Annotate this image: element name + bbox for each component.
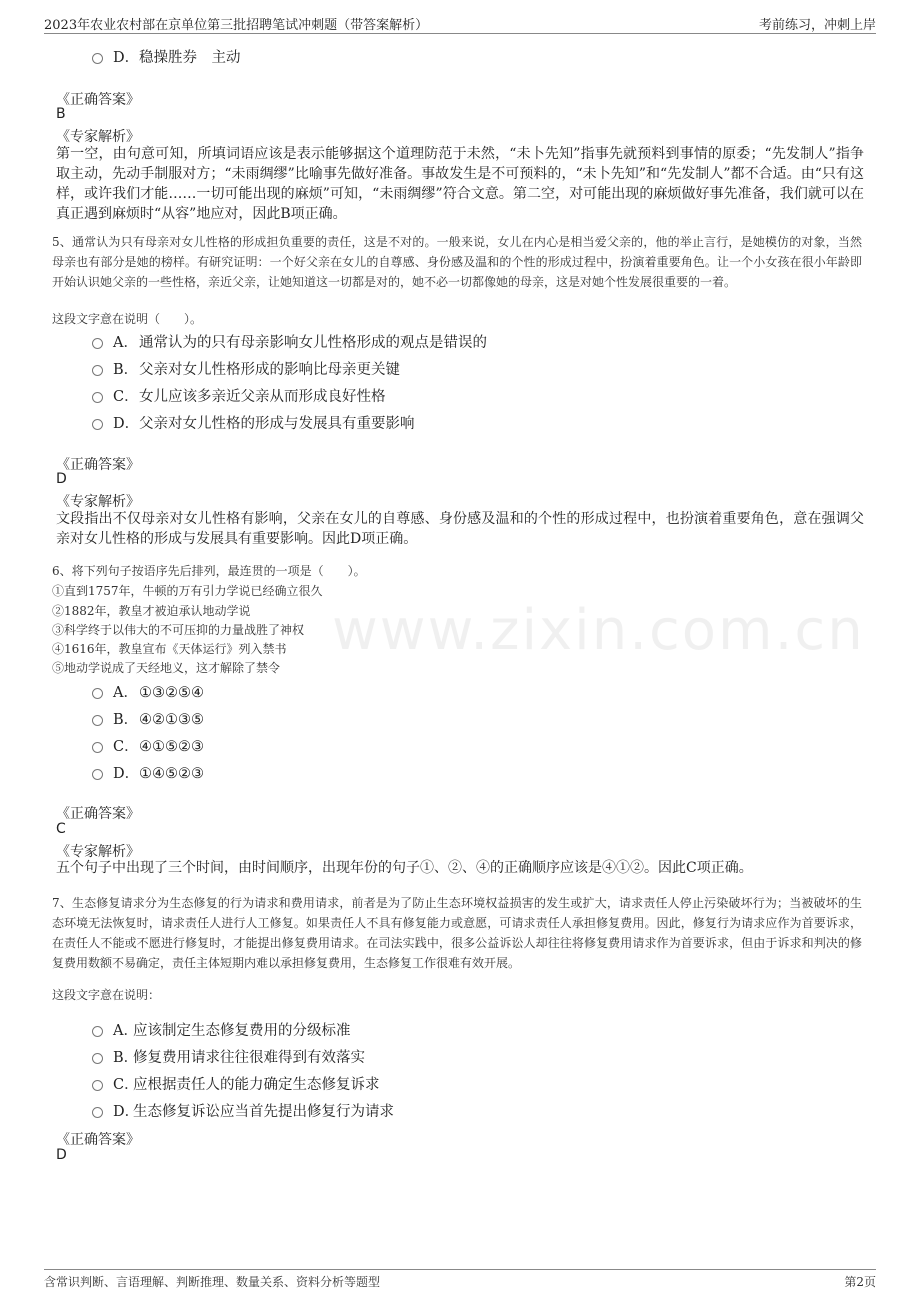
q6-option-c[interactable] xyxy=(92,735,204,756)
option-letter: A． xyxy=(113,335,138,351)
q4-answer-label: 《正确答案》 xyxy=(56,92,140,108)
q7-answer-value: D xyxy=(56,1147,67,1163)
q5-stem: 5、通常认为只有母亲对女儿性格的形成担负重要的责任，这是不对的。一般来说，女儿在内心是相当爱父亲的，他的举止言行，是她模仿的对象，当然母亲也有部分是她的榜样。有研究证明：一个好父亲在女儿的自尊感、身份感及温和的个性的形成过程中，扮演着重要角色。让一个小女孩在很小年龄即开始认识她父亲的一些性格，亲近父亲，让她知道这一切都是对的，她不必一切都像她的母亲，这是对她个性发展很重要的一着。 xyxy=(52,235,862,289)
q7-option-a[interactable] xyxy=(92,1019,351,1040)
option-text: ①③②⑤④ xyxy=(139,685,204,701)
option-letter: A． xyxy=(113,685,138,701)
option-letter: D． xyxy=(113,416,140,432)
q5-option-c[interactable] xyxy=(92,385,386,406)
option-letter: B． xyxy=(113,712,139,728)
option-text: ④①⑤②③ xyxy=(139,739,204,755)
page-footer xyxy=(0,1262,920,1302)
option-letter: A． xyxy=(113,1023,138,1039)
q7-option-c[interactable] xyxy=(92,1073,380,1094)
option-letter: D． xyxy=(113,766,140,782)
q5-question: 这段文字意在说明（ ）。 xyxy=(52,312,203,326)
page-header xyxy=(0,0,920,34)
q4-option-d[interactable] xyxy=(92,46,241,67)
watermark: www.zixin.com.cn xyxy=(332,598,865,663)
header-divider xyxy=(44,33,876,34)
option-text: 修复费用请求往往很难得到有效落实 xyxy=(133,1050,365,1066)
q5-analysis-label: 《专家解析》 xyxy=(56,494,140,510)
option-letter: D． xyxy=(113,1104,140,1120)
q4-analysis-label: 《专家解析》 xyxy=(56,129,140,145)
header-slogan: 考前练习，冲刺上岸 xyxy=(758,18,876,33)
q6-item: ③科学终于以伟大的不可压抑的力量战胜了神权 xyxy=(52,623,305,637)
radio-icon[interactable] xyxy=(92,53,103,64)
q6-item: ②1882年，教皇才被迫承认地动学说 xyxy=(52,604,251,618)
radio-icon[interactable] xyxy=(92,1026,103,1037)
option-letter: C． xyxy=(113,389,139,405)
option-text: ①④⑤②③ xyxy=(139,766,204,782)
radio-icon[interactable] xyxy=(92,715,103,726)
option-text: ④②①③⑤ xyxy=(139,712,204,728)
radio-icon[interactable] xyxy=(92,769,103,780)
option-text: 应该制定生态修复费用的分级标准 xyxy=(133,1023,351,1039)
q6-option-a[interactable] xyxy=(92,681,204,702)
option-text: 父亲对女儿性格形成的影响比母亲更关键 xyxy=(139,362,400,378)
q6-stem: 6、将下列句子按语序先后排列，最连贯的一项是（ ）。 xyxy=(52,564,366,578)
q5-option-b[interactable] xyxy=(92,358,400,379)
q7-question: 这段文字意在说明： xyxy=(52,988,161,1002)
q6-analysis-text: 五个句子中出现了三个时间，由时间顺序，出现年份的句子①、②、④的正确顺序应该是④①②。因此C项正确。 xyxy=(56,860,753,876)
footer-divider xyxy=(44,1269,876,1270)
option-letter: C． xyxy=(113,739,139,755)
radio-icon[interactable] xyxy=(92,419,103,430)
q4-analysis-text: 第一空，由句意可知，所填词语应该是表示能够据这个道理防范于未然，“未卜先知”指事先就预料到事情的原委；“先发制人”指争取主动，先动手制服对方；“未雨绸缪”比喻事先做好准备。事故发生是不可预料的，“未卜先知”和“先发制人”都不合适。由“只有这样，或许我们才能……一切可能出现的麻烦”可知，“未雨绸缪”符合文意。第二空，对可能出现的麻烦做好事先准备，我们就可以在真正遇到麻烦时“从容”地应对，因此B项正确。 xyxy=(56,146,864,222)
radio-icon[interactable] xyxy=(92,742,103,753)
option-text: 应根据责任人的能力确定生态修复诉求 xyxy=(133,1077,380,1093)
q6-item: ⑤地动学说成了天经地义，这才解除了禁令 xyxy=(52,661,281,675)
radio-icon[interactable] xyxy=(92,338,103,349)
page-number: 第2页 xyxy=(844,1275,876,1289)
q5-answer-label: 《正确答案》 xyxy=(56,457,140,473)
q7-answer-label: 《正确答案》 xyxy=(56,1132,140,1148)
radio-icon[interactable] xyxy=(92,1080,103,1091)
radio-icon[interactable] xyxy=(92,1053,103,1064)
option-text: 女儿应该多亲近父亲从而形成良好性格 xyxy=(139,389,386,405)
q6-item: ①直到1757年，牛顿的万有引力学说已经确立很久 xyxy=(52,584,323,598)
footer-categories: 含常识判断、言语理解、判断推理、数量关系、资料分析等题型 xyxy=(44,1275,381,1289)
radio-icon[interactable] xyxy=(92,365,103,376)
q6-option-d[interactable] xyxy=(92,762,204,783)
q6-answer-value: C xyxy=(56,821,66,837)
q6-analysis-label: 《专家解析》 xyxy=(56,844,140,860)
q6-answer-label: 《正确答案》 xyxy=(56,806,140,822)
radio-icon[interactable] xyxy=(92,688,103,699)
option-letter: C． xyxy=(113,1077,139,1093)
radio-icon[interactable] xyxy=(92,1107,103,1118)
option-text: 通常认为的只有母亲影响女儿性格形成的观点是错误的 xyxy=(139,335,487,351)
option-text: 稳操胜券 主动 xyxy=(139,50,241,66)
q5-analysis-text: 文段指出不仅母亲对女儿性格有影响，父亲在女儿的自尊感、身份感及温和的个性的形成过程中，也扮演着重要角色，意在强调父亲对女儿性格的形成与发展具有重要影响。因此D项正确。 xyxy=(56,511,864,547)
q4-answer-value: B xyxy=(56,106,66,122)
option-letter: B． xyxy=(113,362,139,378)
q7-stem: 7、生态修复请求分为生态修复的行为请求和费用请求，前者是为了防止生态环境权益损害的发生或扩大，请求责任人停止污染破坏行为；当被破坏的生态环境无法恢复时，请求责任人进行人工修复。如果责任人不具有修复能力或意愿，可请求责任人承担修复费用。因此，修复行为请求应作为首要诉求，在责任人不能或不愿进行修复时，才能提出修复费用请求。在司法实践中，很多公益诉讼人却往往将修复费用请求作为首要诉求，但由于诉求和判决的修复费用数额不易确定，责任主体短期内难以承担修复费用，生态修复工作很难有效开展。 xyxy=(52,896,862,970)
q5-option-d[interactable] xyxy=(92,412,415,433)
q7-option-d[interactable] xyxy=(92,1100,394,1121)
q6-option-b[interactable] xyxy=(92,708,204,729)
q5-answer-value: D xyxy=(56,471,67,487)
radio-icon[interactable] xyxy=(92,392,103,403)
option-letter: D． xyxy=(113,50,140,66)
option-text: 父亲对女儿性格的形成与发展具有重要影响 xyxy=(139,416,415,432)
option-text: 生态修复诉讼应当首先提出修复行为请求 xyxy=(133,1104,394,1120)
option-letter: B． xyxy=(113,1050,139,1066)
q5-option-a[interactable] xyxy=(92,331,487,352)
q7-option-b[interactable] xyxy=(92,1046,365,1067)
q6-item: ④1616年，教皇宣布《天体运行》列入禁书 xyxy=(52,642,287,656)
document-title: 2023年农业农村部在京单位第三批招聘笔试冲刺题（带答案解析） xyxy=(44,18,429,33)
